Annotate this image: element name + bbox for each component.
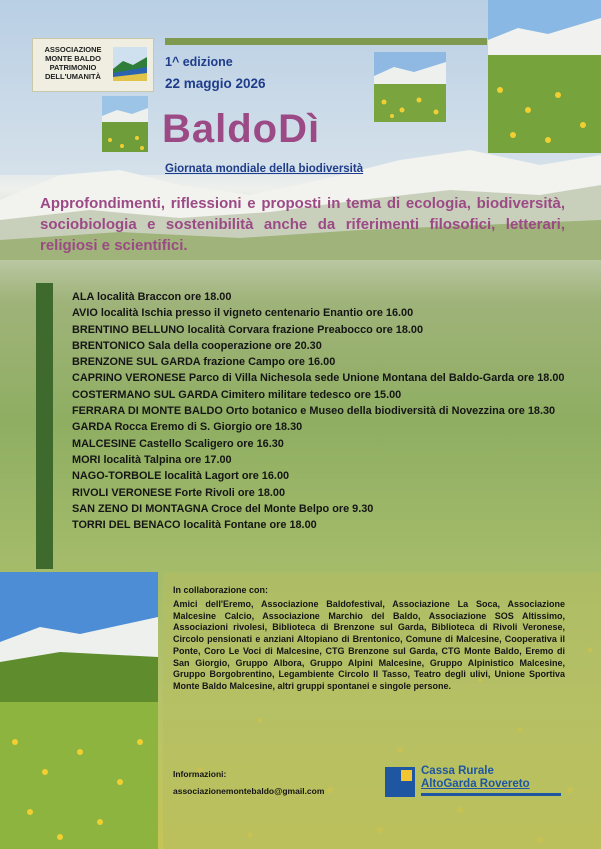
list-item xyxy=(72,323,572,338)
event-town: SAN ZENO DI MONTAGNA xyxy=(72,502,209,515)
event-town: MALCESINE xyxy=(72,437,137,450)
event-town: AVIO xyxy=(72,307,98,320)
meadow-photo-small xyxy=(102,96,148,152)
info-label: Informazioni: xyxy=(173,769,227,779)
collaboration-title: In collaborazione con: xyxy=(173,585,269,595)
decorative-top-bar xyxy=(165,38,487,45)
event-town: RIVOLI VERONESE xyxy=(72,486,172,499)
list-item xyxy=(72,404,572,419)
event-town: CAPRINO VERONESE xyxy=(72,372,186,385)
sponsor-name-line1: Cassa Rurale xyxy=(421,765,494,777)
list-item xyxy=(72,371,572,386)
event-town: GARDA xyxy=(72,421,112,434)
event-detail: frazione Campo ore 16.00 xyxy=(203,356,336,369)
association-logo xyxy=(32,38,154,92)
event-town: ALA xyxy=(72,291,94,303)
sponsor-name-line2: AltoGarda Rovereto xyxy=(421,778,530,790)
event-town: COSTERMANO SUL GARDA xyxy=(72,388,218,401)
meadow-photo-medium xyxy=(374,52,446,122)
event-detail: Rocca Eremo di S. Giorgio ore 18.30 xyxy=(114,421,303,434)
event-town: NAGO-TORBOLE xyxy=(72,470,162,483)
list-item xyxy=(72,420,572,435)
event-detail: Orto botanico e Museo della biodiversità di Novezzina ore 18.30 xyxy=(225,405,556,418)
event-detail: località Lagort ore 16.00 xyxy=(164,470,290,483)
list-item xyxy=(72,437,572,452)
decorative-green-bar xyxy=(36,283,53,569)
page-title: BaldoDì xyxy=(162,107,321,151)
list-item xyxy=(72,339,572,354)
event-town: MORI xyxy=(72,453,101,466)
event-detail: Sala della cooperazione ore 20.30 xyxy=(148,339,322,352)
event-detail: Castello Scaligero ore 16.30 xyxy=(139,437,284,450)
event-town: FERRARA DI MONTE BALDO xyxy=(72,405,223,418)
meadow-photo-large xyxy=(0,572,158,849)
contact-email[interactable]: associazionemontebaldo@gmail.com xyxy=(173,786,325,796)
list-item xyxy=(72,388,572,403)
collaboration-text: Amici dell'Eremo, Associazione Baldofestival, Associazione La Soca, Associazione Malcesine Calcio, Associazione Marchio del Baldo, Associazione SOS Altissimo, Associazioni rivolesi, Biblioteca di Brenzone sul Garda, Biblioteca di Rivoli Veronese, Circolo pensionati e anziani Altopiano di Brentonico, Comune di Malcesine, Cooperativa il Ponte, Coro Le Voci di Malcesine, CTG Brenzone sul Garda, CTG Monte Baldo, Eremo di San Giorgio, Gruppo Albora, Gruppo Alpini Malcesine, Gruppo Alpinistico Malcesine, Gruppo Borgobrentino, Legambiente Circolo Il Tasso, Teatro degli ulivi, Unione Sportiva Monte Baldo Malcesine, altri gruppi spontanei e singole persone. xyxy=(173,599,565,691)
event-detail: Croce del Monte Belpo ore 9.30 xyxy=(211,502,374,515)
event-detail: località Braccon ore 18.00 xyxy=(97,291,232,303)
event-detail: località Ischia presso il vigneto centenario Enantio ore 16.00 xyxy=(100,307,414,320)
sponsor-underline xyxy=(421,793,561,796)
event-detail: Parco di Villa Nichesola sede Unione Montana del Baldo-Garda ore 18.00 xyxy=(188,372,565,385)
edition-label: 1^ edizione xyxy=(165,55,233,69)
list-item xyxy=(72,502,572,517)
list-item xyxy=(72,453,572,468)
list-item xyxy=(72,355,572,370)
event-town: BRENTONICO xyxy=(72,339,146,352)
list-item xyxy=(72,486,572,501)
bank-logo-icon xyxy=(385,767,415,797)
sponsor-logo xyxy=(385,765,565,801)
event-detail: località Corvara frazione Preabocco ore 18.00 xyxy=(187,323,424,336)
monte-baldo-logo-icon xyxy=(113,47,147,81)
event-town: TORRI DEL BENACO xyxy=(72,519,181,532)
list-item xyxy=(72,469,572,484)
intro-text: Approfondimenti, riflessioni e proposti in tema di ecologia, biodiversità, sociobiologia e sostenibilità anche da riferimenti filosofici, letterari, religiosi e scientifici. xyxy=(40,195,565,254)
event-town: BRENTINO BELLUNO xyxy=(72,323,185,336)
event-detail: Cimitero militare tedesco ore 15.00 xyxy=(220,388,402,401)
event-date: 22 maggio 2026 xyxy=(165,76,266,91)
event-detail: Forte Rivoli ore 18.00 xyxy=(174,486,286,499)
logo-text: ASSOCIAZIONE MONTE BALDO PATRIMONIO DELL'UMANITÀ xyxy=(44,45,102,81)
subtitle: Giornata mondiale della biodiversità xyxy=(165,163,364,175)
list-item xyxy=(72,290,572,305)
list-item xyxy=(72,306,572,321)
meadow-photo-corner xyxy=(488,0,601,153)
event-detail: località Fontane ore 18.00 xyxy=(183,519,317,532)
event-town: BRENZONE SUL GARDA xyxy=(72,356,201,369)
events-list xyxy=(72,290,572,534)
event-detail: località Talpina ore 17.00 xyxy=(103,453,232,466)
list-item xyxy=(72,518,572,533)
